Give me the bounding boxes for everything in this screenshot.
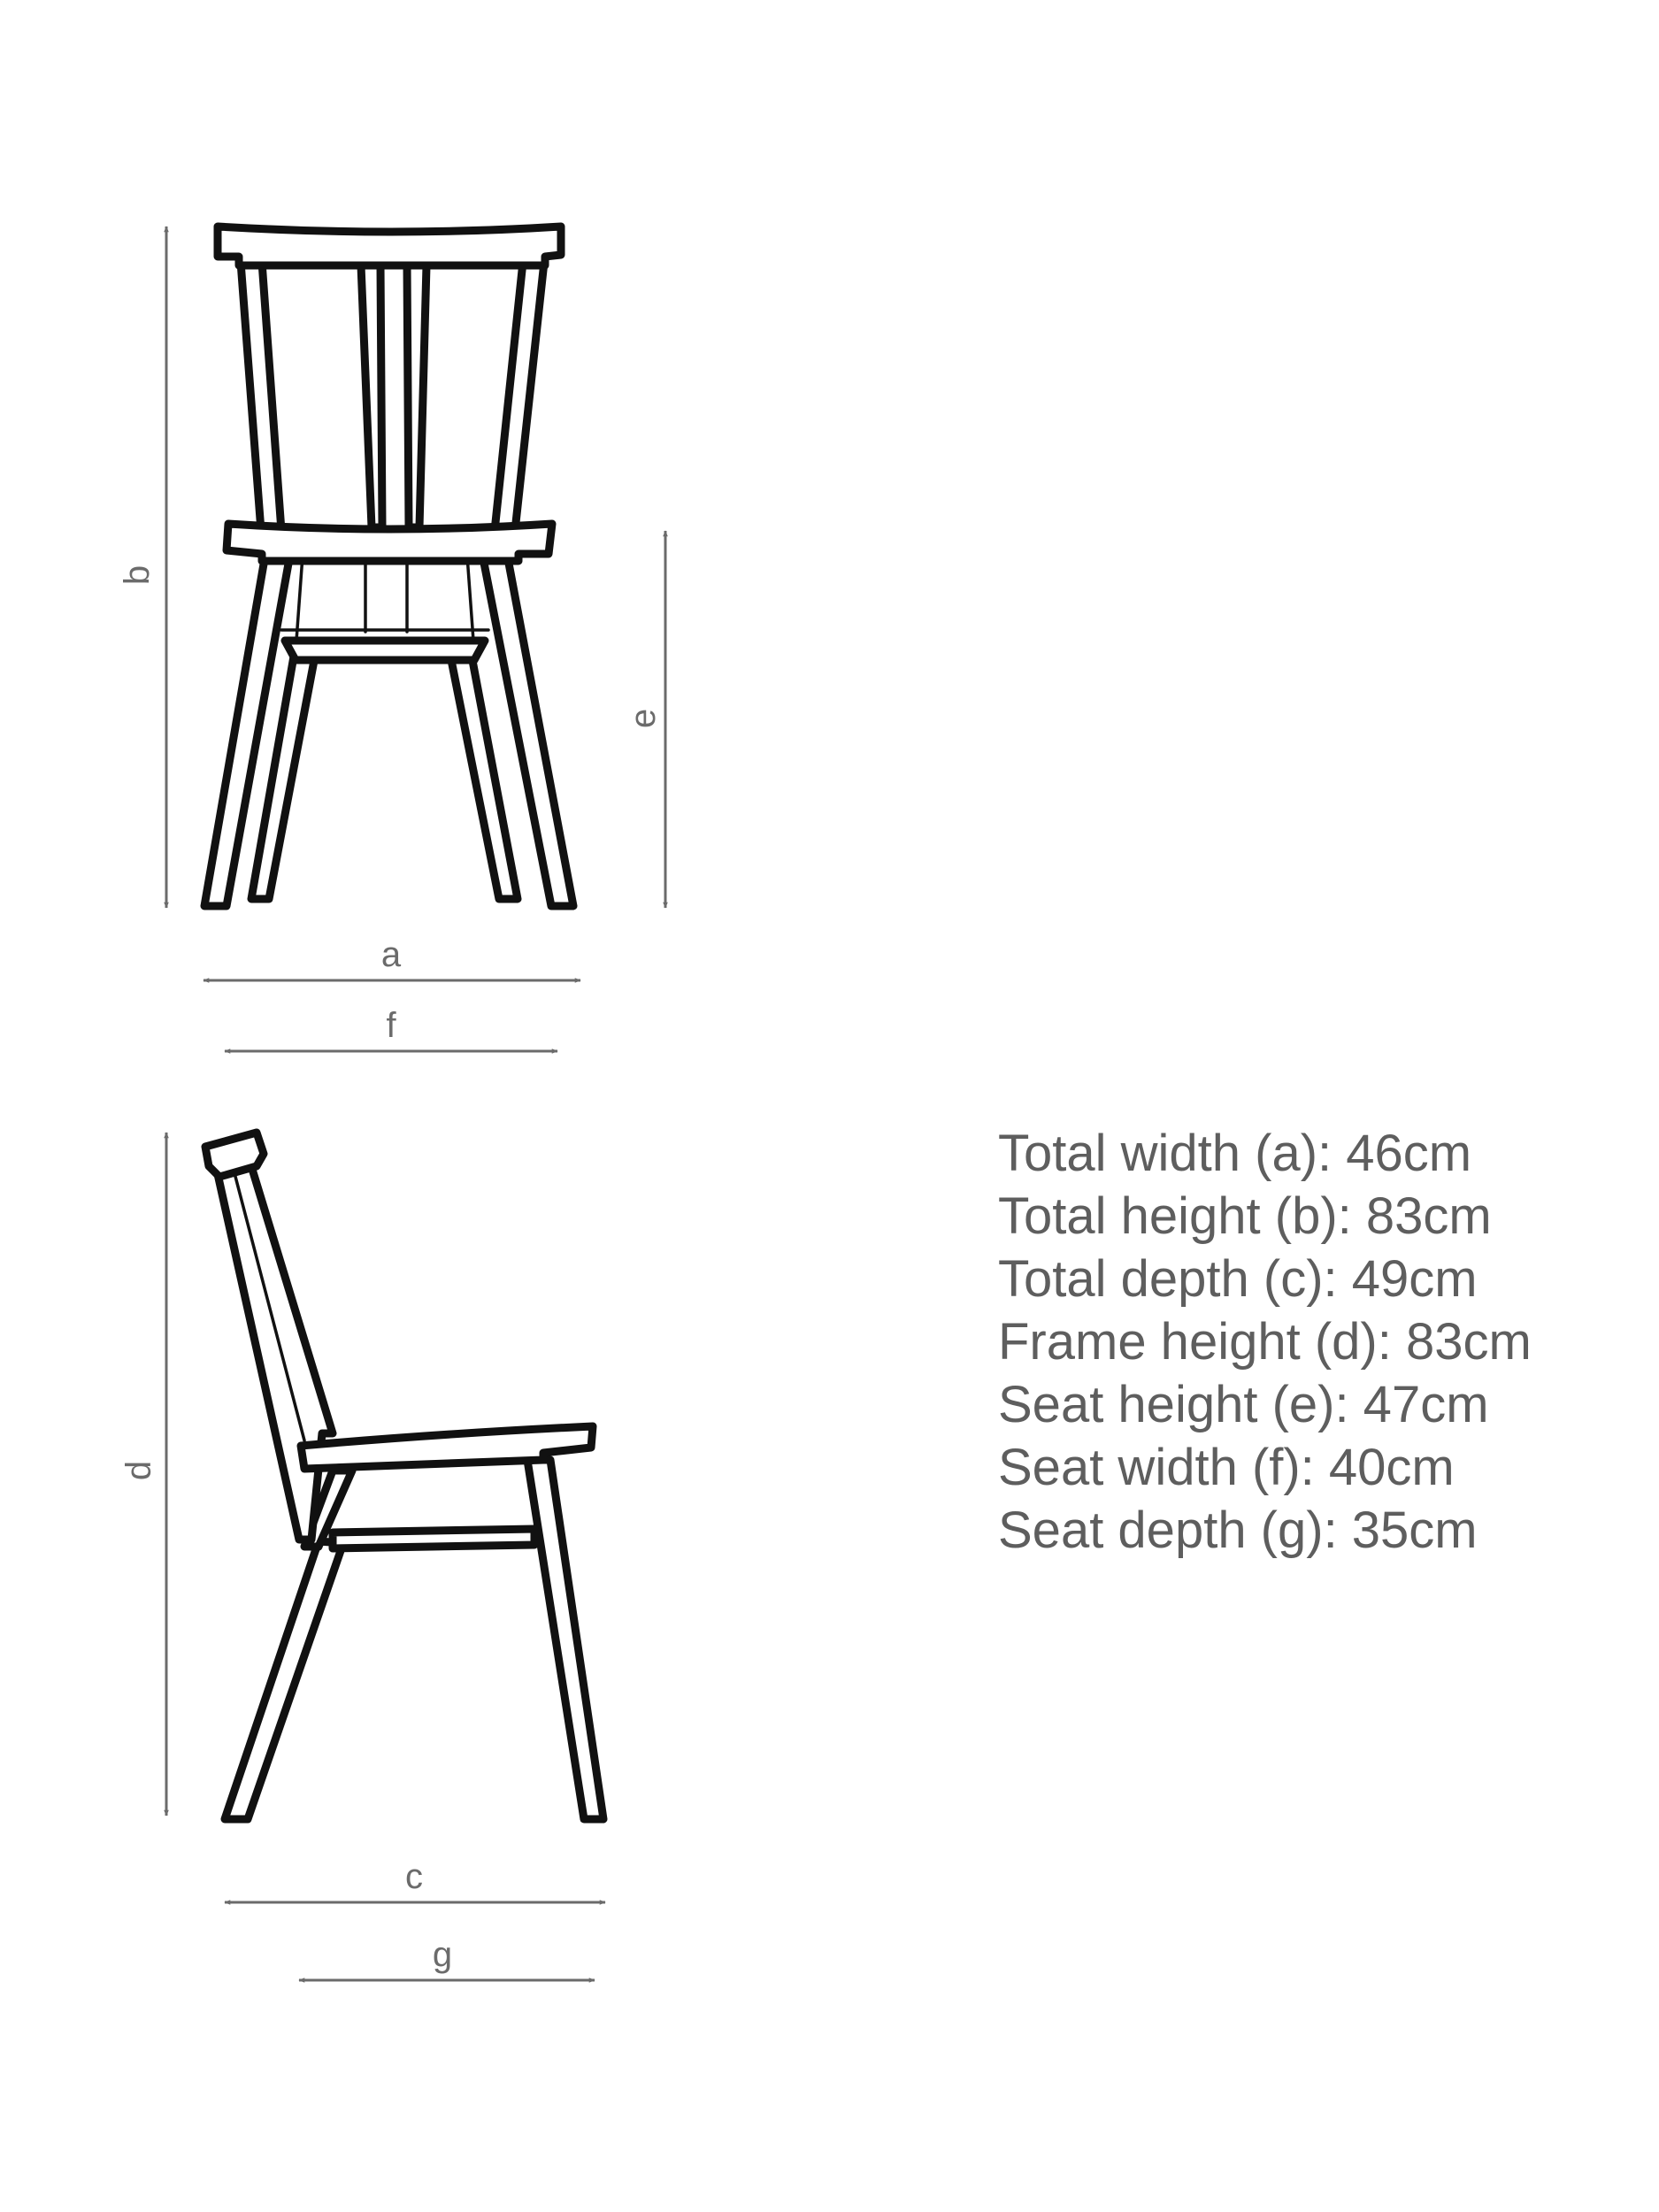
- dimension-g-label: g: [432, 1935, 453, 1974]
- spec-total-width: Total width (a): 46cm: [998, 1125, 1472, 1182]
- front-view-right-post: [495, 262, 544, 531]
- front-view-left-post: [241, 262, 281, 531]
- side-view-back-leg: [225, 1541, 343, 1819]
- front-view-stretcher: [285, 641, 485, 660]
- side-view-stretcher: [333, 1529, 534, 1548]
- spec-total-depth: Total depth (c): 49cm: [998, 1250, 1478, 1308]
- spec-frame-height: Frame height (d): 83cm: [998, 1313, 1532, 1371]
- dimension-spec-list: [998, 1122, 1532, 1562]
- spec-seat-height: Seat height (e): 47cm: [998, 1376, 1489, 1433]
- dimension-f: [225, 1006, 557, 1051]
- front-view-top-rail: [218, 227, 561, 265]
- dimension-f-label: f: [386, 1006, 396, 1045]
- chair-front-view: [204, 227, 573, 906]
- dimension-b-label: b: [118, 565, 157, 586]
- side-view-back-post: [216, 1166, 333, 1540]
- dimension-e-label: e: [624, 708, 663, 729]
- front-view-spindle: [467, 556, 473, 641]
- dimension-d-label: d: [119, 1460, 158, 1481]
- dimension-c: [225, 1857, 605, 1902]
- chair-side-view: [205, 1133, 603, 1819]
- front-view-spindle: [296, 556, 303, 641]
- dimension-e: [624, 531, 665, 908]
- dimension-g: [299, 1935, 595, 1980]
- side-view-front-leg: [527, 1460, 603, 1819]
- spec-total-height: Total height (b): 83cm: [998, 1187, 1492, 1245]
- dimension-b: [118, 227, 166, 908]
- spec-seat-depth: Seat depth (g): 35cm: [998, 1502, 1478, 1559]
- front-view-center-splat-left: [361, 265, 382, 527]
- dimension-c-label: c: [405, 1857, 423, 1896]
- dimension-d: [119, 1133, 166, 1816]
- front-view-center-splat-right: [407, 265, 426, 527]
- dimension-a-label: a: [380, 935, 402, 974]
- spec-seat-width: Seat width (f): 40cm: [998, 1439, 1455, 1496]
- side-view-top-rail: [205, 1133, 264, 1177]
- front-view-seat: [227, 524, 552, 561]
- dimension-a: [204, 935, 580, 980]
